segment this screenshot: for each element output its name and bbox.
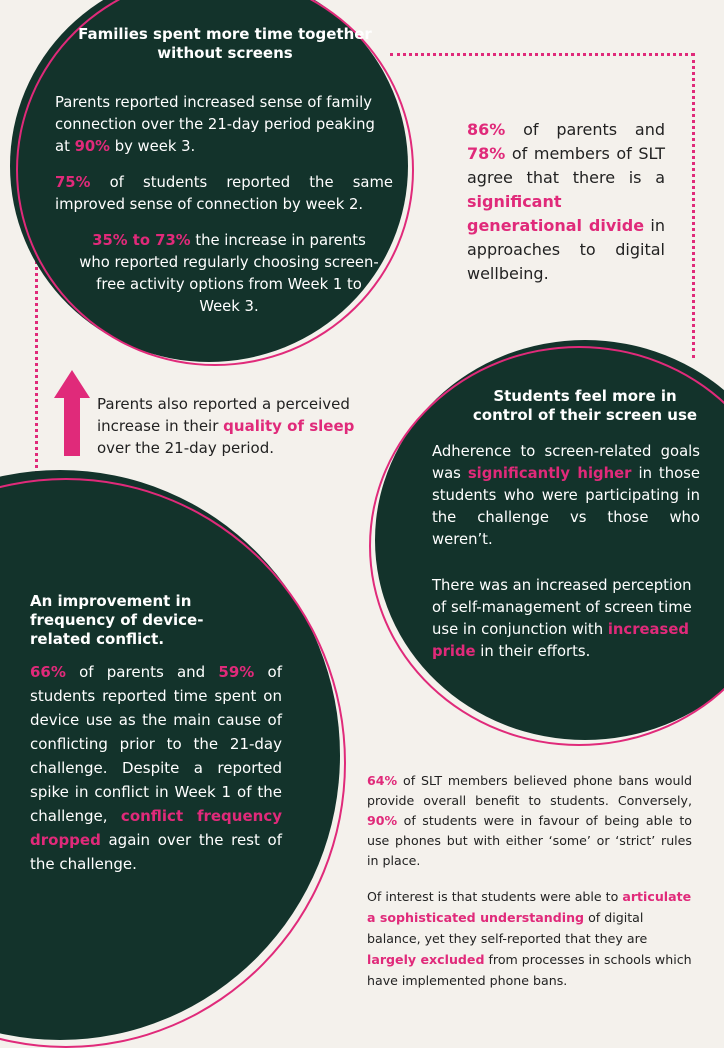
dotted-connector-left: [35, 250, 38, 480]
control-heading: Students feel more in control of their screen use: [472, 387, 698, 424]
family-stats: [55, 92, 393, 318]
control-stats: [432, 441, 700, 663]
family-connection-para: Parents reported increased sense of family connection over the 21-day period peaking at 90% by week 3.: [55, 94, 375, 155]
up-arrow-icon: [54, 370, 90, 456]
dotted-connector-right: [692, 53, 695, 358]
family-heading: Families spent more time together without screens: [78, 25, 372, 62]
generational-divide-text: 86% of parents and 78% of members of SLT agree that there is a significant generational divide in approaches to digital wellbeing.: [467, 120, 665, 283]
screen-free-para: 35% to 73% the increase in parents who reported regularly choosing screen-free activity options from Week 1 to Week 3.: [79, 232, 379, 315]
dotted-connector-top: [390, 53, 694, 56]
pride-para: There was an increased perception of self-management of screen time use in conjunction with increased pride in their efforts.: [432, 577, 692, 660]
conflict-heading: An improvement in frequency of device- related conflict.: [30, 592, 204, 648]
sleep-text: Parents also reported a perceived increase in their quality of sleep over the 21-day period.: [97, 395, 355, 457]
phone-bans-text: 64% of SLT members believed phone bans would provide overall benefit to students. Conversely, 90% of students were in favour of being able to use phones but with either ‘some’ or ‘strict’ rules in place.: [367, 773, 692, 868]
goals-para: Adherence to screen-related goals was significantly higher in those students who were participating in the challenge vs those who weren’t.: [432, 443, 700, 548]
conflict-stats: 66% of parents and 59% of students reported time spent on device use as the main cause of conflicting prior to the 21-day challenge. Despite a reported spike in conflict in Week 1 of the challenge, conflict frequency dropped again over the rest of the challenge.: [30, 663, 282, 873]
interest-text: Of interest is that students were able to articulate a sophisticated understanding of digital balance, yet they self-reported that they are largely excluded from processes in schools which have implemented phone bans.: [367, 889, 692, 988]
students-connection-para: 75% of students reported the same improved sense of connection by week 2.: [55, 174, 393, 213]
